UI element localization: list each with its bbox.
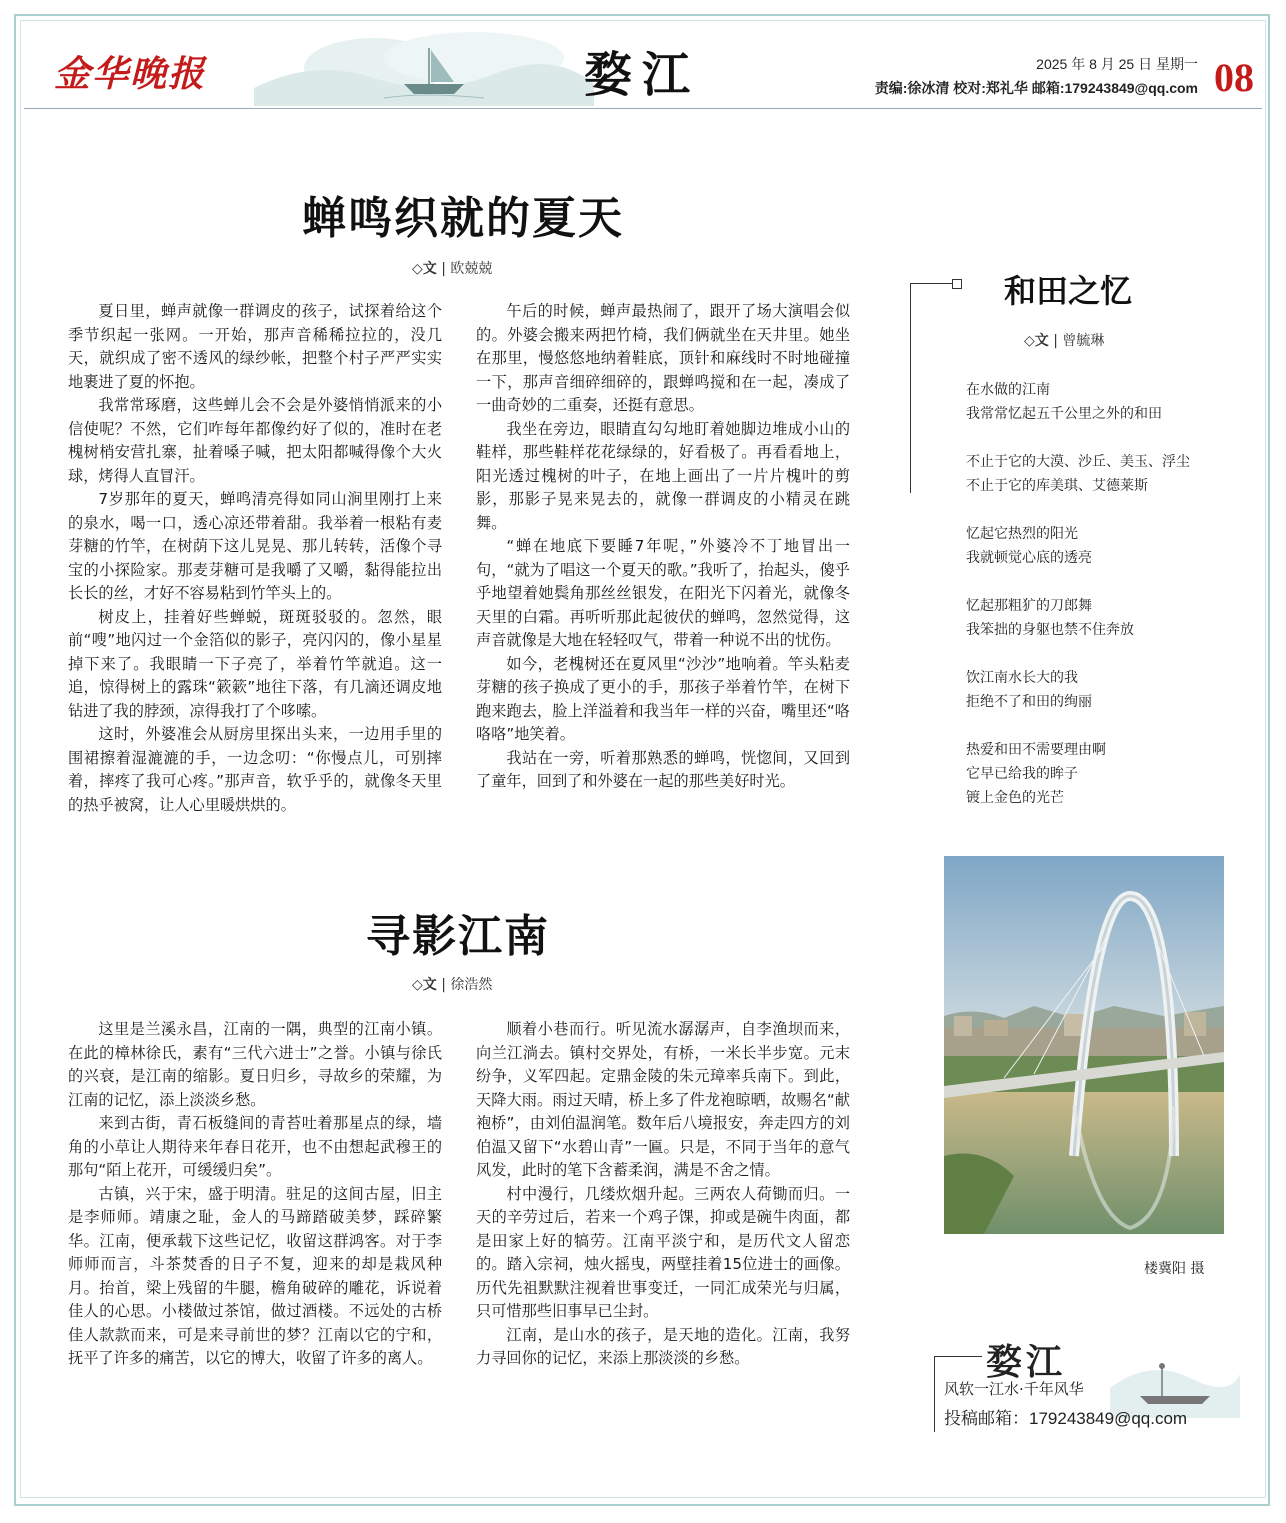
article2-column-2 (476, 1018, 850, 1371)
poem-line: 热爱和田不需要理由啊 (966, 742, 1106, 758)
poem-author: 曾毓琳 (1062, 333, 1105, 349)
paragraph: 这时，外婆准会从厨房里探出头来，一边用手里的围裙擦着湿漉漉的手，一边念叨：“你慢点儿，可别摔着，摔疼了我可心疼。”那声音，软乎乎的，就像冬天里的热乎被窝，让人心里暖烘烘的。 (68, 725, 442, 814)
paragraph: 我常常琢磨，这些蝉儿会不会是外婆悄悄派来的小信使呢？不然，它们咋每年都像约好了似的，准时在老槐树梢安营扎寨，扯着嗓子喊，把太阳都喊得像个大火球，烤得人直冒汗。 (68, 396, 442, 485)
article1-author: 欧兢兢 (450, 261, 493, 277)
poem-line: 我就顿觉心底的透亮 (966, 550, 1092, 566)
poem-stanza (966, 378, 1256, 426)
editor-line: 责编:徐冰清 校对:郑礼华 邮箱:179243849@qq.com (874, 80, 1198, 96)
bridge-photo-illustration (944, 856, 1224, 1234)
badge-title: 婺江 (986, 1341, 1067, 1383)
byline-mark: ◇文 (1024, 333, 1049, 349)
sidebar-marker (952, 279, 962, 289)
paragraph: 古镇，兴于宋，盛于明清。驻足的这间古屋，旧主是李师师。靖康之耻，金人的马蹄踏破美梦，踩碎繁华。江南，便承载下这些记忆，收留这群鸿客。对于李师师而言，斗茶焚香的日子不复，迎来的却是栽风种月。抬首，梁上残留的牛腿，檐角破碎的雕花，诉说着佳人的心思。小楼做过茶馆，做过酒楼。不远处的古桥佳人款款而来，可是来寻前世的梦？江南以它的宁和，抚平了许多的痛苦，以它的博大，收留了许多的离人。 (68, 1184, 442, 1367)
poem-stanza (966, 666, 1256, 714)
poem-line: 不止于它的大漠、沙丘、美玉、浮尘 (966, 454, 1190, 470)
poem-line: 我笨拙的身躯也禁不住奔放 (966, 622, 1134, 638)
masthead (24, 24, 1262, 109)
poem-line: 不止于它的库美琪、艾德莱斯 (966, 478, 1148, 494)
issue-date: 2025 年 8 月 25 日 星期一 (1036, 56, 1198, 72)
poem-line: 忆起它热烈的阳光 (966, 526, 1078, 542)
poem-stanza (966, 450, 1256, 498)
landscape-boat-illustration (254, 28, 594, 106)
poem-line: 它早已给我的眸子 (966, 766, 1078, 782)
article2-author: 徐浩然 (450, 977, 493, 993)
poem-line: 拒绝不了和田的绚丽 (966, 694, 1092, 710)
poem-stanza (966, 594, 1256, 642)
badge-rule (934, 1356, 982, 1357)
newspaper-logo: 金华晚报 (54, 53, 207, 95)
paragraph: 午后的时候，蝉声最热闹了，跟开了场大演唱会似的。外婆会搬来两把竹椅，我们俩就坐在天井里。她坐在那里，慢悠悠地纳着鞋底，顶针和麻线时不时地碰撞一下，那声音细碎细碎的，跟蝉鸣搅和在一起，凑成了一曲奇妙的二重奏，还挺有意思。 (476, 302, 850, 414)
badge-rule-vertical (934, 1356, 935, 1432)
paragraph: 来到古街，青石板缝间的青苔吐着那星点的绿，墙角的小草让人期待来年春日花开，也不由想起武穆王的那句“陌上花开，可缓缓归矣”。 (68, 1114, 442, 1179)
photo-credit: 楼冀阳 摄 (1144, 1261, 1205, 1277)
poem-byline: ◇文 | 曾毓琳 (1024, 333, 1105, 349)
article1-byline: ◇文 | 欧兢兢 (412, 261, 493, 277)
badge-slogan: 风软一江水·千年风华 (944, 1380, 1084, 1398)
poem-body (966, 378, 1256, 834)
paragraph: 树皮上，挂着好些蝉蜕，斑斑驳驳的。忽然，眼前“嗖”地闪过一个金箔似的影子，亮闪闪的，像小星星掉下来了。我眼睛一下子亮了，举着竹竿就追。这一追，惊得树上的露珠“簌簌”地往下落，有几滴还调皮地钻进了我的脖颈，凉得我打了个哆嗦。 (68, 607, 442, 720)
sidebar-rule-horizontal (910, 283, 956, 284)
poem-line: 忆起那粗犷的刀郎舞 (966, 598, 1092, 614)
article2-title: 寻影江南 (366, 911, 550, 962)
poem-line: 我常常忆起五千公里之外的和田 (966, 406, 1162, 422)
paragraph: 村中漫行，几缕炊烟升起。三两农人荷锄而归。一天的辛劳过后，若来一个鸡子馃，抑或是碗牛肉面，都是田家上好的犒劳。江南平淡宁和，是历代文人留恋的。踏入宗祠，烛火摇曳，两壁挂着15位进士的画像。历代先祖默默注视着世事变迁，一同汇成荣光与归属，只可惜那些旧事早已尘封。 (476, 1184, 850, 1320)
article1-column-2 (476, 300, 850, 794)
paragraph: 顺着小巷而行。听见流水潺潺声，自李渔坝而来，向兰江淌去。镇村交界处，有桥，一米长半步宽。元末纷争，义军四起。定鼎金陵的朱元璋率兵南下。到此，天降大雨。雨过天晴，桥上多了件龙袍晾晒，故赐名“献袍桥”，由刘伯温润笔。数年后八境报安，奔走四方的刘伯温又留下“水碧山青”一匾。只是，不同于当年的意气风发，此时的笔下含蓄柔润，满是不舍之情。 (476, 1020, 850, 1179)
submission-email: 投稿邮箱：179243849@qq.com (944, 1409, 1188, 1428)
paragraph: 如今，老槐树还在夏风里“沙沙”地响着。竿头粘麦芽糖的孩子换成了更小的手，那孩子举着竹竿，在树下跑来跑去，脸上洋溢着和我当年一样的兴奋，嘴里还“咯咯咯”地笑着。 (476, 654, 850, 743)
sidebar-rule (910, 283, 911, 493)
article2-byline: ◇文 | 徐浩然 (412, 977, 493, 993)
byline-mark: ◇文 (412, 261, 437, 277)
poem-stanza (966, 522, 1256, 570)
paragraph: 夏日里，蝉声就像一群调皮的孩子，试探着给这个季节织起一张网。一开始，那声音稀稀拉拉的，没几天，就织成了密不透风的绿纱帐，把整个村子严严实实地裹进了夏的怀抱。 (68, 302, 442, 391)
paragraph: “蝉在地底下要睡7年呢，”外婆冷不丁地冒出一句，“就为了唱这一个夏天的歌。”我听了，抬起头，傻乎乎地望着她鬓角那丝丝银发，在阳光下闪着光，就像冬天里的白霜。再听听那此起彼伏的蝉鸣，忽然觉得，这声音就像是大地在轻轻叹气，带着一种说不出的忧伤。 (476, 537, 850, 649)
paragraph: 这里是兰溪永昌，江南的一隅，典型的江南小镇。在此的樟林徐氏，素有“三代六进士”之誉。小镇与徐氏的兴衰，是江南的缩影。夏日归乡，寻故乡的荣耀，为江南的记忆，添上淡淡乡愁。 (68, 1020, 442, 1109)
poem-line: 在水做的江南 (966, 382, 1050, 398)
header-meta (875, 54, 1198, 98)
page-number: 08 (1214, 55, 1254, 100)
article1-column-1 (68, 300, 442, 817)
article2-column-1 (68, 1018, 442, 1371)
paragraph: 我坐在旁边，眼睛直勾勾地盯着她脚边堆成小山的鞋样，那些鞋样花花绿绿的，好看极了。再看看地上，阳光透过槐树的叶子，在地上画出了一片片槐叶的剪影，那影子晃来晃去的，就像一群调皮的小精灵在跳舞。 (476, 419, 850, 532)
paragraph: 7岁那年的夏天，蝉鸣清亮得如同山涧里刚打上来的泉水，喝一口，透心凉还带着甜。我举着一根粘有麦芽糖的竹竿，在树荫下这儿晃晃、那儿转转，活像个寻宝的小探险家。那麦芽糖可是我嚼了又嚼，黏得能拉出长长的丝，才好不容易粘到竹竿头上的。 (68, 490, 442, 602)
poem-line: 镀上金色的光芒 (966, 790, 1064, 806)
paragraph: 江南，是山水的孩子，是天地的造化。江南，我努力寻回你的记忆，来添上那淡淡的乡愁。 (476, 1325, 850, 1367)
poem-stanza (966, 738, 1256, 810)
article1-title: 蝉鸣织就的夏天 (302, 193, 624, 244)
bridge-photo (944, 856, 1224, 1234)
byline-mark: ◇文 (412, 977, 437, 993)
poem-line: 饮江南水长大的我 (966, 670, 1078, 686)
section-title: 婺江 (584, 47, 701, 103)
paragraph: 我站在一旁，听着那熟悉的蝉鸣，恍惚间，又回到了童年，回到了和外婆在一起的那些美好时光。 (476, 748, 850, 790)
poem-title: 和田之忆 (1004, 272, 1133, 310)
